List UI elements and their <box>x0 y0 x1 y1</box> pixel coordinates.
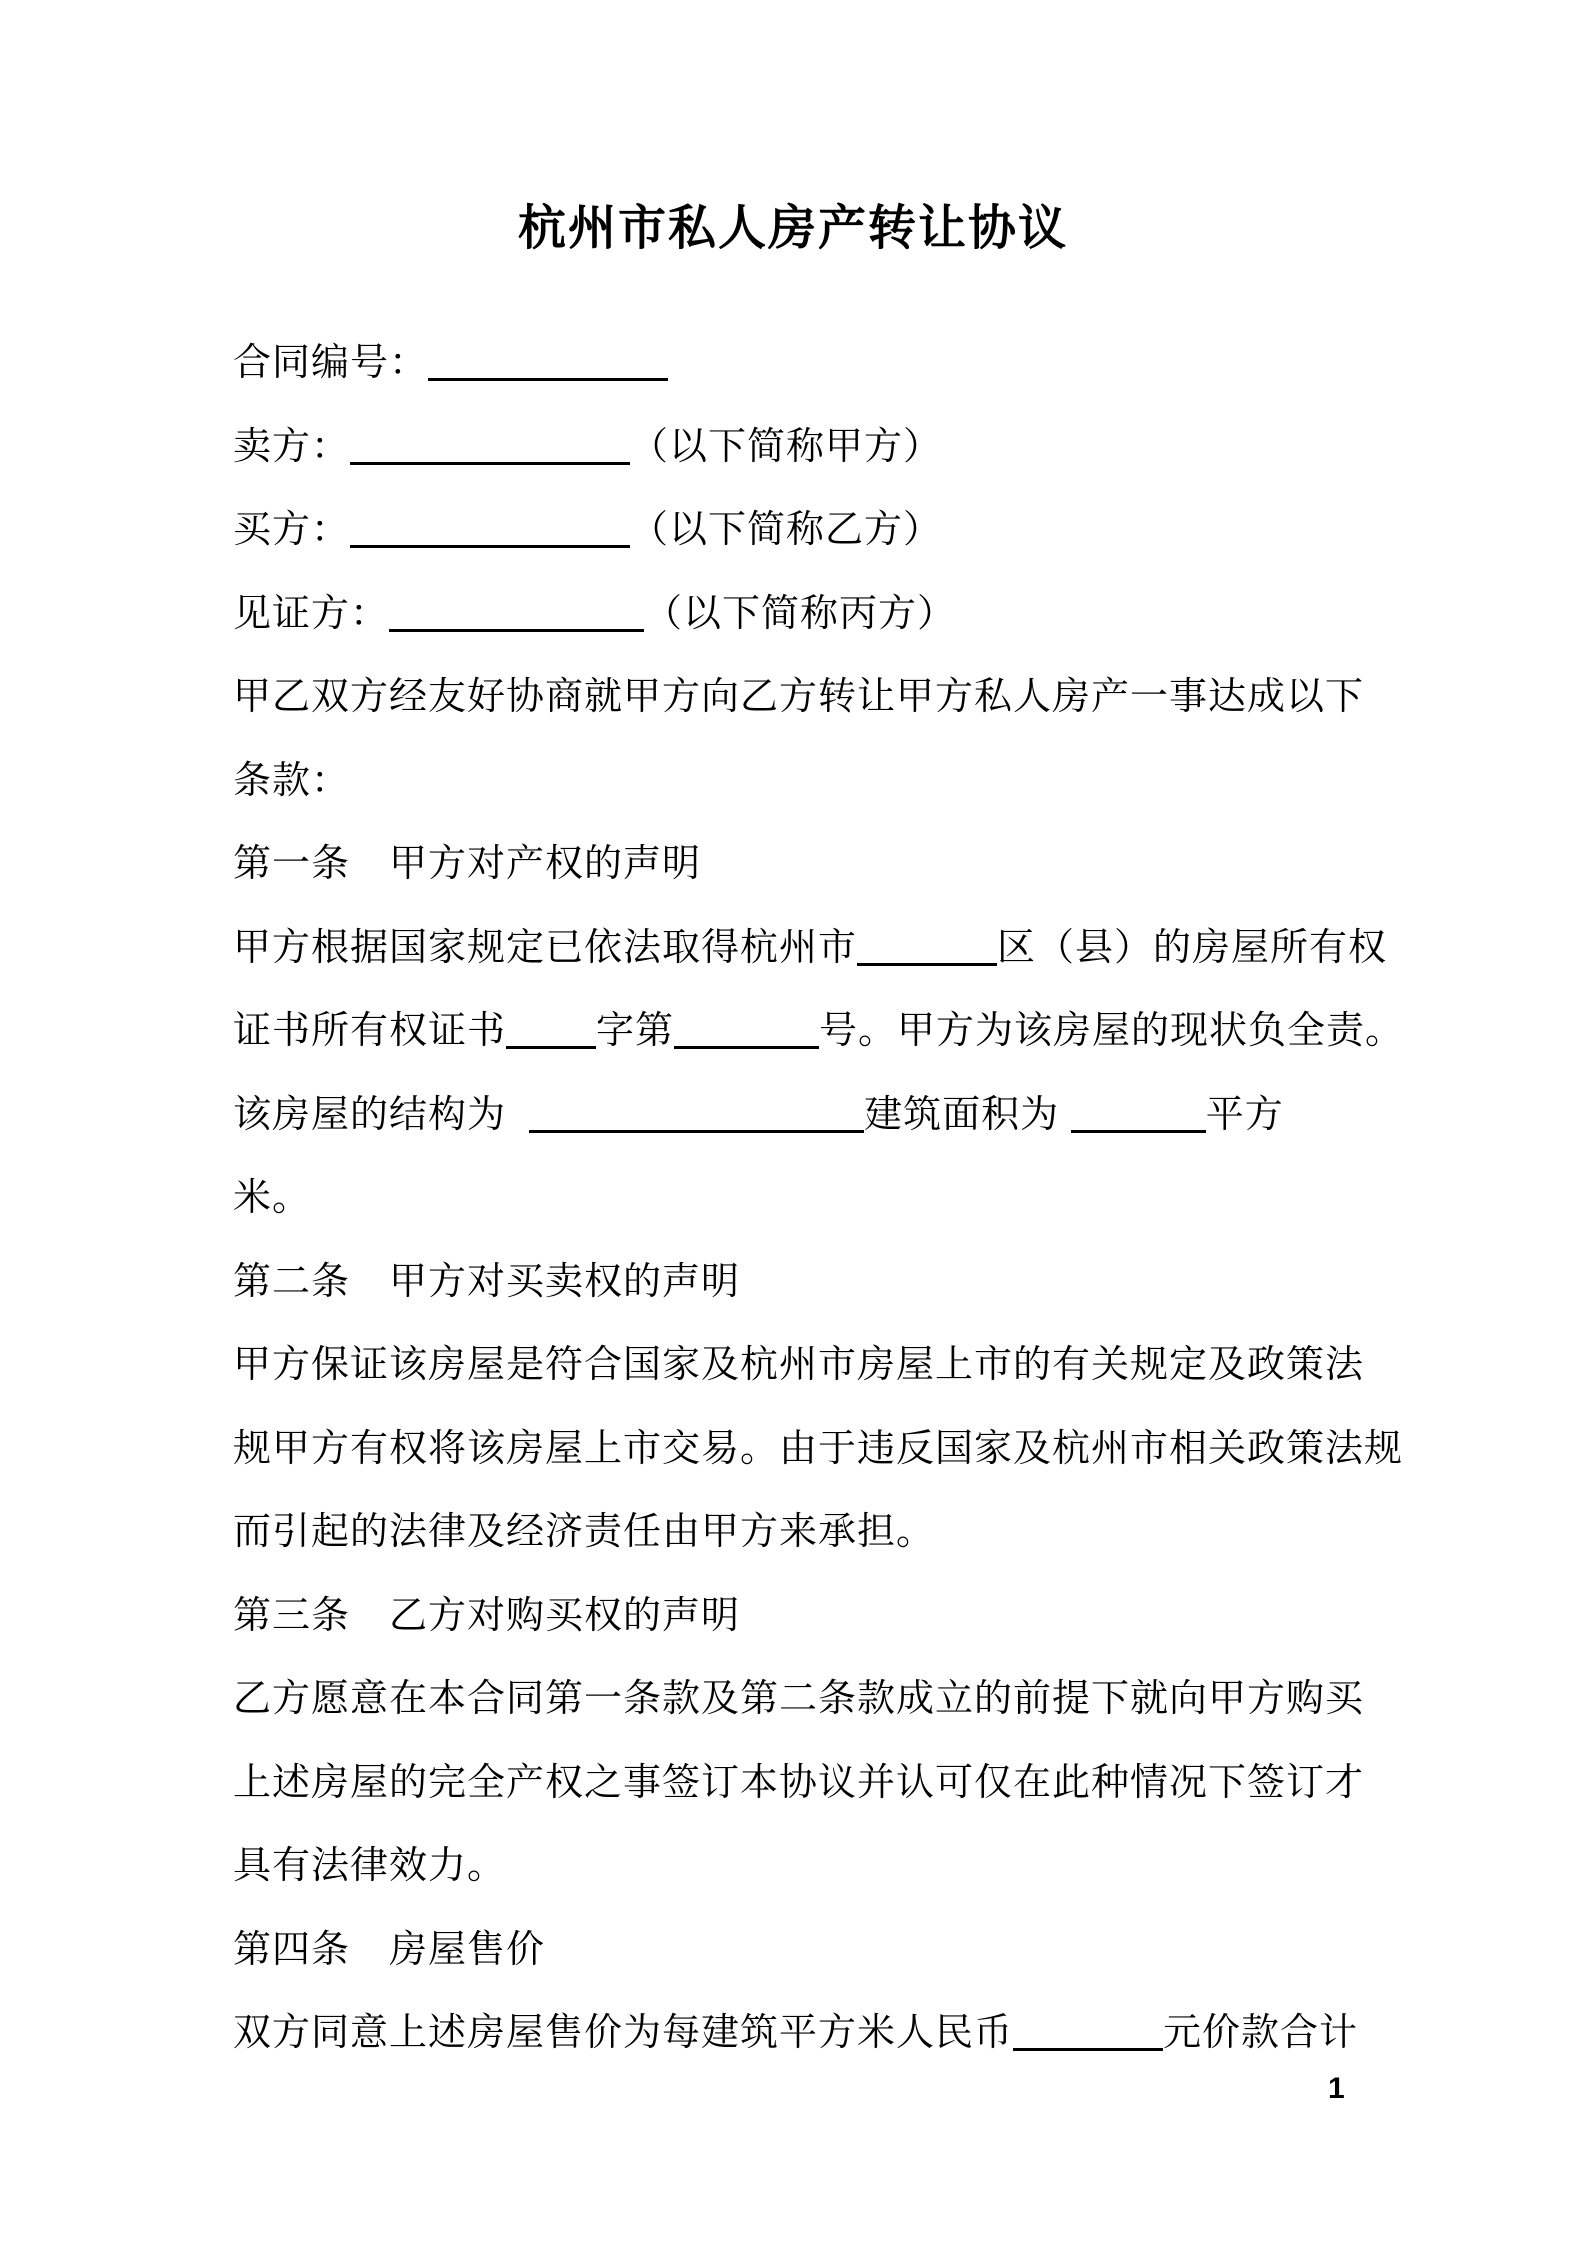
line-text: 区（县）的房屋所有权 <box>997 927 1388 969</box>
blank-underline <box>389 625 644 632</box>
line-text: 规甲方有权将该房屋上市交易。由于违反国家及杭州市相关政策法规 <box>233 1428 1404 1470</box>
document-line <box>233 1843 506 1889</box>
line-text: 合同编号： <box>233 342 429 384</box>
line-text: 具有法律效力。 <box>233 1845 507 1887</box>
line-text: 号。甲方为该房屋的现状负全责。 <box>819 1010 1405 1052</box>
page-number: 1 <box>1328 2072 1345 2105</box>
blank-underline <box>506 1042 596 1049</box>
line-text: 第四条 房屋售价 <box>233 1929 546 1971</box>
document-line <box>233 1593 740 1639</box>
line-text: 字第 <box>596 1010 675 1052</box>
line-text: 第一条 甲方对产权的声明 <box>233 843 702 885</box>
document-line <box>233 1259 740 1305</box>
line-text: 见证方： <box>233 593 390 635</box>
document-line <box>233 1509 935 1555</box>
blank-underline <box>1013 2044 1163 2051</box>
line-text: 甲方保证该房屋是符合国家及杭州市房屋上市的有关规定及政策法 <box>233 1344 1365 1386</box>
blank-underline <box>529 1126 864 1133</box>
line-text: 米。 <box>233 1177 312 1219</box>
line-text: （以下简称乙方） <box>630 509 943 551</box>
document-line <box>233 841 701 887</box>
document-line <box>233 1008 1404 1054</box>
line-text: 第二条 甲方对买卖权的声明 <box>233 1261 741 1303</box>
line-text: 双方同意上述房屋售价为每建筑平方米人民币 <box>233 2012 1014 2054</box>
line-text: 条款： <box>233 760 351 802</box>
blank-underline <box>857 959 997 966</box>
document-line <box>233 507 942 553</box>
line-text: 该房屋的结构为 <box>233 1094 530 1136</box>
document-line <box>233 1676 1364 1722</box>
line-text: （以下简称甲方） <box>630 426 943 468</box>
line-text: 卖方： <box>233 426 351 468</box>
document-line <box>233 424 942 470</box>
blank-underline <box>1071 1126 1206 1133</box>
document-line <box>233 925 1387 971</box>
line-text: 上述房屋的完全产权之事签订本协议并认可仅在此种情况下签订才 <box>233 1762 1365 1804</box>
line-text: 买方： <box>233 509 351 551</box>
line-text: 建筑面积为 <box>864 1094 1071 1136</box>
document-line <box>233 1927 545 1973</box>
line-text: 乙方愿意在本合同第一条款及第二条款成立的前提下就向甲方购买 <box>233 1678 1365 1720</box>
document-title: 杭州市私人房产转让协议 <box>517 202 1068 255</box>
line-text: 甲乙双方经友好协商就甲方向乙方转让甲方私人房产一事达成以下 <box>233 676 1365 718</box>
line-text: 甲方根据国家规定已依法取得杭州市 <box>233 927 858 969</box>
line-text: 证书所有权证书 <box>233 1010 507 1052</box>
document-line <box>233 758 350 804</box>
document-line <box>233 2010 1358 2056</box>
blank-underline <box>674 1042 819 1049</box>
document-line <box>233 340 668 386</box>
line-text: （以下简称丙方） <box>644 593 957 635</box>
blank-underline <box>350 541 630 548</box>
document-line <box>233 1760 1364 1806</box>
document-line <box>233 1092 1284 1138</box>
document-line <box>233 1175 311 1221</box>
line-text: 而引起的法律及经济责任由甲方来承担。 <box>233 1511 936 1553</box>
line-text: 平方 <box>1205 1094 1284 1136</box>
document-line <box>233 1426 1403 1472</box>
line-text: 元价款合计 <box>1163 2012 1359 2054</box>
line-text: 第三条 乙方对购买权的声明 <box>233 1595 741 1637</box>
blank-underline <box>428 374 668 381</box>
blank-underline <box>350 458 630 465</box>
document-line <box>233 1342 1364 1388</box>
document-line <box>233 591 956 637</box>
document-line <box>233 674 1364 720</box>
